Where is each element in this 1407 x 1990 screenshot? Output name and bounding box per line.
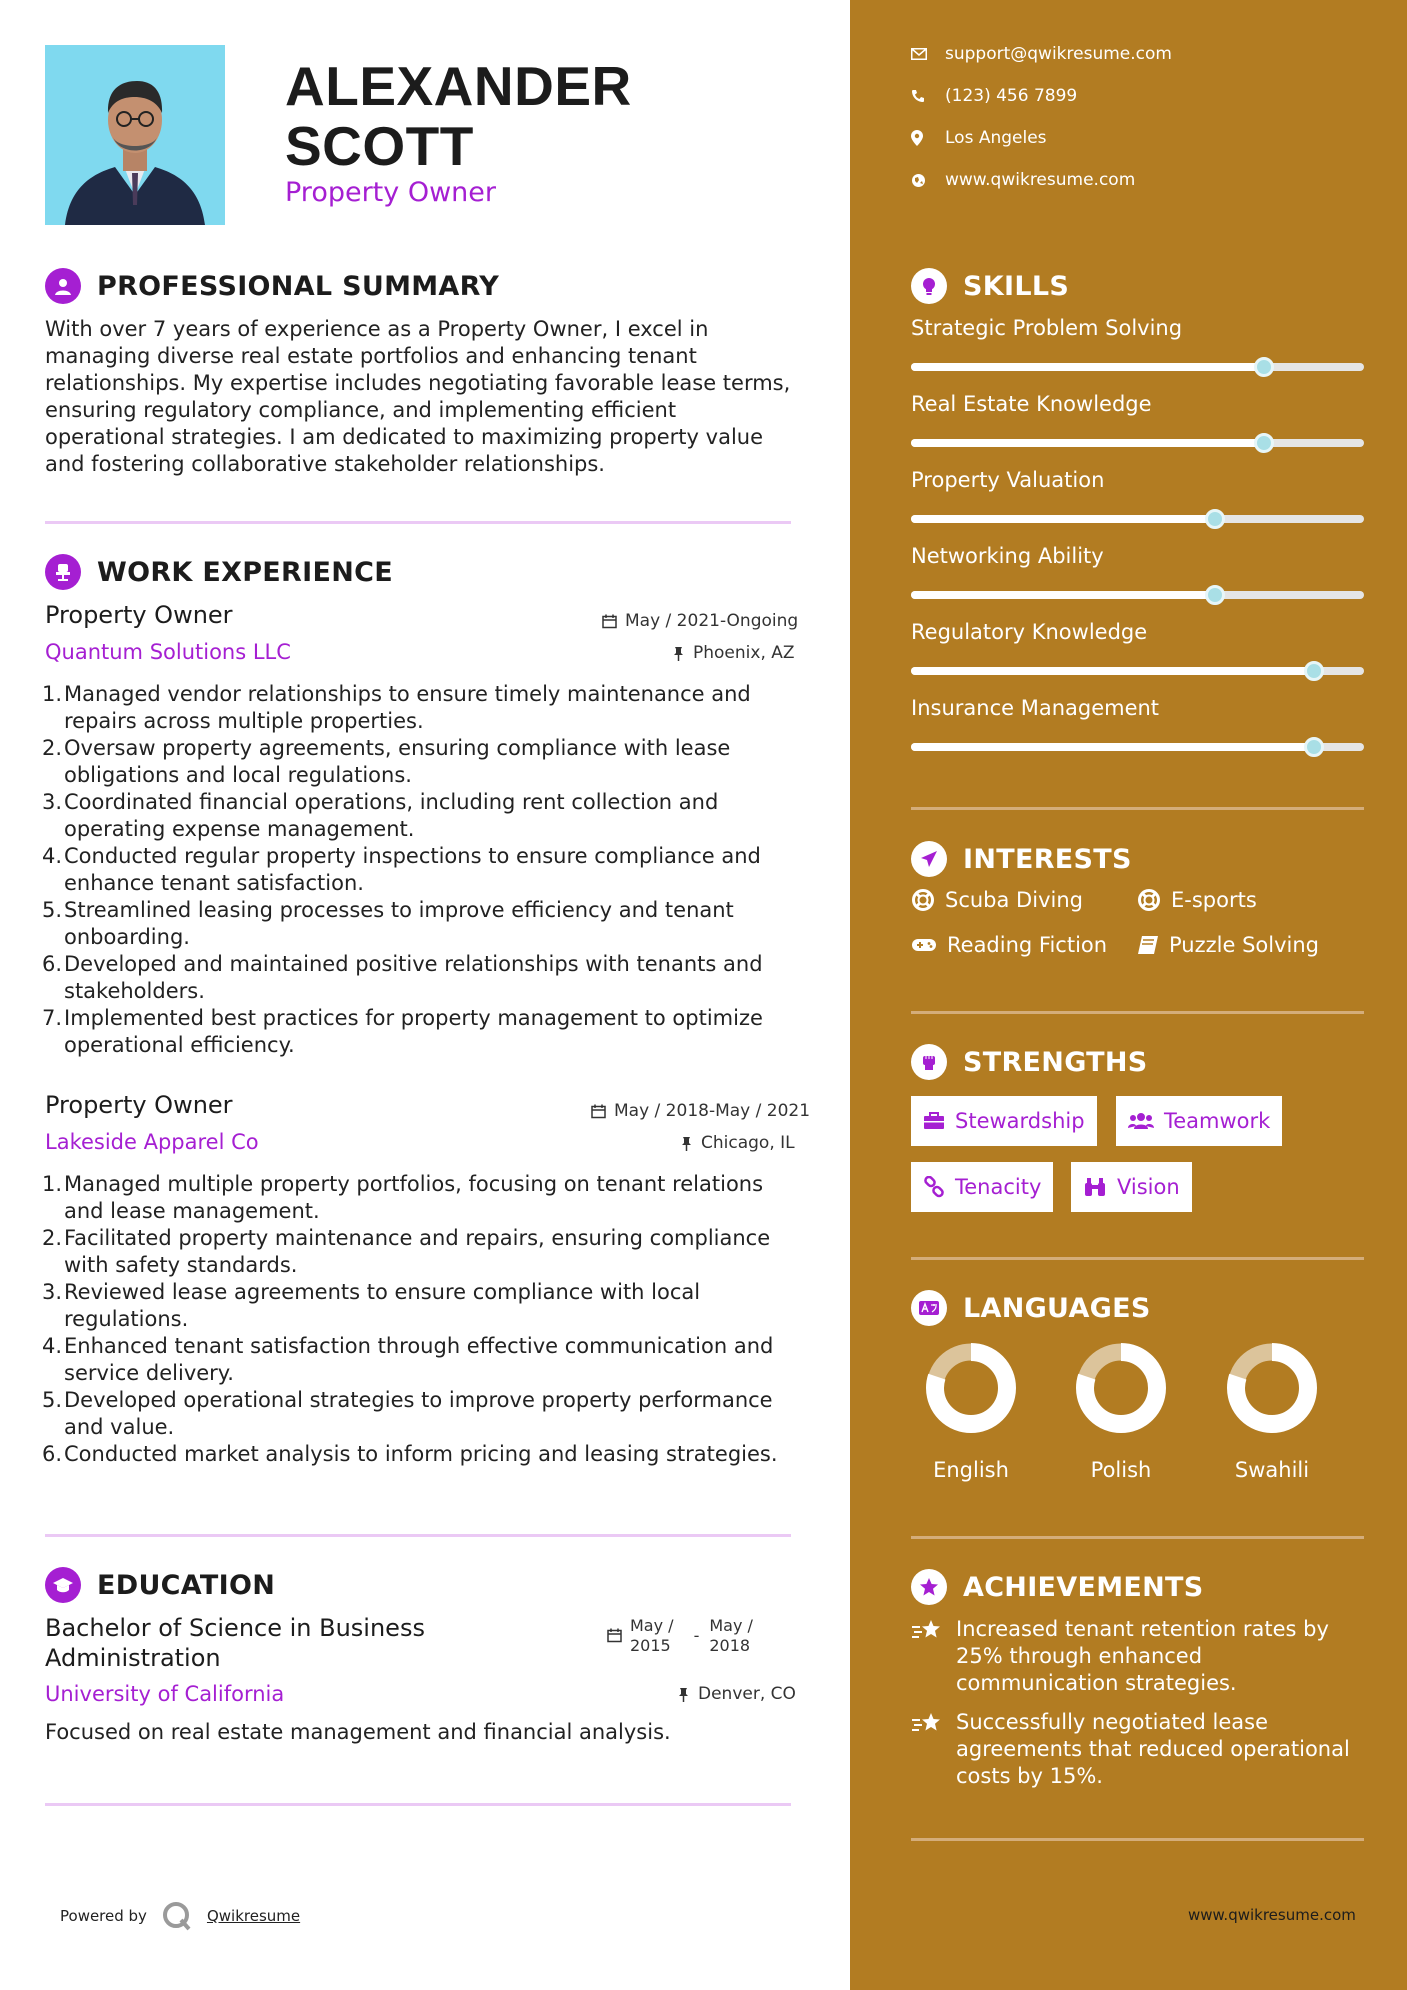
achievement-line: 25% through enhanced [956, 1644, 1203, 1668]
item-line: operational efficiency. [64, 1033, 295, 1057]
shooting-star-icon [911, 1616, 956, 1697]
item-line: Enhanced tenant satisfaction through effective communication and [64, 1334, 774, 1358]
divider [911, 1257, 1364, 1260]
strength-label: Stewardship [955, 1109, 1085, 1133]
pin-icon [677, 1687, 690, 1702]
list-item: 4. Conducted regular property inspections to ensure compliance and enhance tenant satisfaction. [45, 843, 815, 897]
item-line: enhance tenant satisfaction. [64, 871, 364, 895]
profile-photo [45, 45, 225, 225]
list-item: 3. Coordinated financial operations, including rent collection and operating expense management. [45, 789, 815, 843]
language-ring [921, 1338, 1021, 1438]
list-item: 2. Oversaw property agreements, ensuring compliance with lease obligations and local regulations. [45, 735, 815, 789]
strength-label: Teamwork [1164, 1109, 1271, 1133]
summary-line: managing diverse real estate portfolios and enhancing tenant [45, 344, 697, 368]
summary-line: and fostering collaborative stakeholder relationships. [45, 452, 605, 476]
list-item: 6. Conducted market analysis to inform pricing and leasing strategies. [45, 1441, 820, 1468]
interest-label: Scuba Diving [945, 888, 1083, 912]
skill-bar [911, 439, 1364, 447]
interest-item [1137, 933, 1319, 957]
list-item: 5. Developed operational strategies to improve property performance and value. [45, 1387, 820, 1441]
skill-label: Networking Ability [911, 544, 1104, 568]
strength-chip [1116, 1096, 1282, 1146]
strength-chip [911, 1162, 1053, 1212]
skill-bar [911, 515, 1364, 523]
education-note: Focused on real estate management and financial analysis. [45, 1720, 671, 1744]
contact-location [911, 128, 1047, 148]
contact-phone[interactable] [911, 86, 1077, 106]
fist-icon [911, 1044, 947, 1080]
achievement-text [956, 1616, 1329, 1697]
education-heading [45, 1567, 275, 1603]
edu-end [709, 1616, 753, 1656]
candidate-name [285, 56, 632, 176]
skill-bar-fill [911, 515, 1215, 523]
list-item: 2. Facilitated property maintenance and repairs, ensuring compliance with safety standards. [45, 1225, 820, 1279]
achievement-line: agreements that reduced operational [956, 1737, 1350, 1761]
edu-start-a: May / [630, 1616, 674, 1635]
job-location-text: Phoenix, AZ [693, 643, 795, 663]
skill-label: Property Valuation [911, 468, 1105, 492]
pin-icon [680, 1136, 693, 1151]
job-title: Property Owner [45, 601, 233, 629]
skill-bar [911, 363, 1364, 371]
experience-title: WORK EXPERIENCE [97, 556, 393, 588]
pin-icon [672, 646, 685, 661]
edu-start [630, 1616, 674, 1656]
interest-item [1137, 888, 1257, 912]
skills-heading [911, 268, 1069, 304]
item-line: Managed multiple property portfolios, focusing on tenant relations [64, 1172, 764, 1196]
skill-bar-knob [1205, 509, 1225, 529]
item-line: Coordinated financial operations, including rent collection and [64, 790, 719, 814]
skill-bar [911, 667, 1364, 675]
email-text: support@qwikresume.com [945, 44, 1172, 64]
item-line: Developed operational strategies to improve property performance [64, 1388, 773, 1412]
language-label: Polish [1090, 1458, 1152, 1482]
name-line-1: ALEXANDER [285, 55, 632, 117]
skill-label: Regulatory Knowledge [911, 620, 1148, 644]
education-date [607, 1616, 753, 1656]
lifebuoy-icon [1137, 888, 1161, 912]
calendar-icon [607, 1628, 622, 1643]
job-location-text: Chicago, IL [701, 1133, 795, 1153]
item-line: onboarding. [64, 925, 190, 949]
binoculars-icon [1083, 1177, 1107, 1197]
divider [45, 1803, 791, 1806]
briefcase-icon [923, 1112, 945, 1130]
job-location [672, 643, 795, 663]
languages-title: LANGUAGES [963, 1292, 1151, 1324]
list-item: 5. Streamlined leasing processes to improve efficiency and tenant onboarding. [45, 897, 815, 951]
languages-heading [911, 1290, 1151, 1326]
summary-text [45, 316, 805, 478]
achievement-text [956, 1709, 1350, 1790]
name-line-2: SCOTT [285, 115, 474, 177]
skill-bar-fill [911, 667, 1314, 675]
summary-line: ensuring regulatory compliance, and implementing efficient [45, 398, 677, 422]
achievement-line: communication strategies. [956, 1671, 1237, 1695]
item-line: operating expense management. [64, 817, 415, 841]
education-title: EDUCATION [97, 1569, 276, 1601]
language-ring [1222, 1338, 1322, 1438]
edu-end-b: 2018 [709, 1636, 751, 1655]
divider [911, 1536, 1364, 1539]
skill-bar-knob [1205, 585, 1225, 605]
item-line: Oversaw property agreements, ensuring compliance with lease [64, 736, 731, 760]
skill-bar [911, 743, 1364, 751]
contact-email[interactable] [911, 44, 1172, 64]
job-date [602, 611, 798, 631]
edu-start-b: 2015 [630, 1636, 671, 1655]
strength-chip [911, 1096, 1097, 1146]
list-item: 4. Enhanced tenant satisfaction through effective communication and service delivery. [45, 1333, 820, 1387]
divider [45, 521, 791, 524]
job-company: Quantum Solutions LLC [45, 640, 291, 664]
interests-title: INTERESTS [963, 843, 1132, 875]
divider [45, 1534, 791, 1537]
degree-line: Administration [45, 1644, 221, 1672]
chair-icon [45, 554, 81, 590]
item-line: Implemented best practices for property management to optimize [64, 1006, 763, 1030]
divider [911, 1011, 1364, 1014]
website-text: www.qwikresume.com [945, 170, 1136, 190]
strength-label: Tenacity [955, 1175, 1042, 1199]
globe-icon [911, 173, 945, 188]
achievement-line: costs by 15%. [956, 1764, 1103, 1788]
achievement-item [911, 1616, 1329, 1697]
item-line: Reviewed lease agreements to ensure compliance with local [64, 1280, 701, 1304]
link-icon [923, 1176, 945, 1198]
book-icon [1137, 935, 1159, 955]
interest-item [911, 888, 1083, 912]
item-line: Facilitated property maintenance and repairs, ensuring compliance [64, 1226, 771, 1250]
translate-icon [911, 1290, 947, 1326]
language-ring [1071, 1338, 1171, 1438]
summary-heading [45, 268, 499, 304]
powered-by-text: Powered by [60, 1907, 147, 1925]
edu-dash: - [693, 1626, 700, 1645]
item-line: Managed vendor relationships to ensure timely maintenance and [64, 682, 751, 706]
job-duties [42, 681, 815, 1059]
location-text: Los Angeles [945, 128, 1047, 148]
job-location [680, 1133, 795, 1153]
item-line: Conducted regular property inspections to ensure compliance and [64, 844, 761, 868]
list-item: 7. Implemented best practices for property management to optimize operational efficiency. [45, 1005, 815, 1059]
interests-heading [911, 841, 1132, 877]
achievement-item [911, 1709, 1350, 1790]
powered-by [60, 1900, 300, 1932]
calendar-icon [602, 614, 617, 629]
interest-label: E-sports [1171, 888, 1257, 912]
job-company: Lakeside Apparel Co [45, 1130, 259, 1154]
interest-label: Reading Fiction [947, 933, 1108, 957]
candidate-role: Property Owner [285, 177, 496, 208]
experience-heading [45, 554, 393, 590]
skill-bar-fill [911, 439, 1264, 447]
degree [45, 1613, 425, 1673]
contact-website[interactable] [911, 170, 1135, 190]
skill-label: Strategic Problem Solving [911, 316, 1183, 340]
education-location [677, 1684, 796, 1704]
education-location-text: Denver, CO [698, 1684, 796, 1704]
skills-title: SKILLS [963, 270, 1070, 302]
school: University of California [45, 1682, 285, 1706]
list-item: 6. Developed and maintained positive relationships with tenants and stakeholders. [45, 951, 815, 1005]
gamepad-icon [911, 936, 937, 954]
skill-bar-fill [911, 591, 1215, 599]
item-line: stakeholders. [64, 979, 205, 1003]
envelope-icon [911, 48, 945, 60]
job-date-text: May / 2021-Ongoing [625, 611, 799, 631]
skill-bar-fill [911, 363, 1264, 371]
strengths-title: STRENGTHS [963, 1046, 1148, 1078]
phone-icon [911, 89, 945, 103]
job-date [591, 1101, 810, 1121]
divider [911, 807, 1364, 810]
skill-label: Real Estate Knowledge [911, 392, 1152, 416]
language-label: Swahili [1234, 1458, 1310, 1482]
divider [911, 1838, 1364, 1841]
item-line: repairs across multiple properties. [64, 709, 424, 733]
skill-bar [911, 591, 1364, 599]
language-label: English [933, 1458, 1009, 1482]
qwikresume-link[interactable]: Qwikresume [206, 1907, 301, 1925]
interest-label: Puzzle Solving [1169, 933, 1319, 957]
summary-line: relationships. My expertise includes negotiating favorable lease terms, [45, 371, 791, 395]
achievement-line: Successfully negotiated lease [956, 1710, 1268, 1734]
footer-website[interactable]: www.qwikresume.com [1188, 1906, 1356, 1924]
phone-text: (123) 456 7899 [945, 86, 1078, 106]
job-duties [42, 1171, 820, 1468]
item-line: Conducted market analysis to inform pricing and leasing strategies. [64, 1442, 778, 1466]
item-line: service delivery. [64, 1361, 234, 1385]
strength-chip [1071, 1162, 1192, 1212]
summary-line: operational strategies. I am dedicated to maximizing property value [45, 425, 764, 449]
star-icon [911, 1569, 947, 1605]
list-item: 3. Reviewed lease agreements to ensure compliance with local regulations. [45, 1279, 820, 1333]
strengths-heading [911, 1044, 1148, 1080]
summary-line: With over 7 years of experience as a Property Owner, I excel in [45, 317, 709, 341]
achievements-title: ACHIEVEMENTS [963, 1571, 1204, 1603]
user-icon [45, 268, 81, 304]
interest-item [911, 933, 1107, 957]
degree-line: Bachelor of Science in Business [45, 1614, 425, 1642]
calendar-icon [591, 1104, 606, 1119]
list-item: 1. Managed multiple property portfolios, focusing on tenant relations and lease management. [45, 1171, 820, 1225]
item-line: obligations and local regulations. [64, 763, 412, 787]
edu-end-a: May / [709, 1616, 753, 1635]
item-line: and value. [64, 1415, 175, 1439]
paper-plane-icon [911, 841, 947, 877]
job-date-text: May / 2018-May / 2021 [614, 1101, 811, 1121]
graduation-cap-icon [45, 1567, 81, 1603]
item-line: and lease management. [64, 1199, 320, 1223]
skill-label: Insurance Management [911, 696, 1160, 720]
map-marker-icon [911, 130, 945, 146]
lifebuoy-icon [911, 888, 935, 912]
qwikresume-logo-icon [161, 1900, 193, 1932]
lightbulb-icon [911, 268, 947, 304]
skill-bar-fill [911, 743, 1314, 751]
job-title: Property Owner [45, 1091, 233, 1119]
item-line: regulations. [64, 1307, 189, 1331]
achievement-line: Increased tenant retention rates by [956, 1617, 1329, 1641]
users-icon [1128, 1112, 1154, 1130]
item-line: Streamlined leasing processes to improve efficiency and tenant [64, 898, 734, 922]
strength-label: Vision [1117, 1175, 1180, 1199]
list-item: 1. Managed vendor relationships to ensure timely maintenance and repairs across multiple properties. [45, 681, 815, 735]
achievements-heading [911, 1569, 1204, 1605]
summary-title: PROFESSIONAL SUMMARY [97, 270, 500, 302]
item-line: with safety standards. [64, 1253, 298, 1277]
shooting-star-icon [911, 1709, 956, 1790]
item-line: Developed and maintained positive relationships with tenants and [64, 952, 763, 976]
